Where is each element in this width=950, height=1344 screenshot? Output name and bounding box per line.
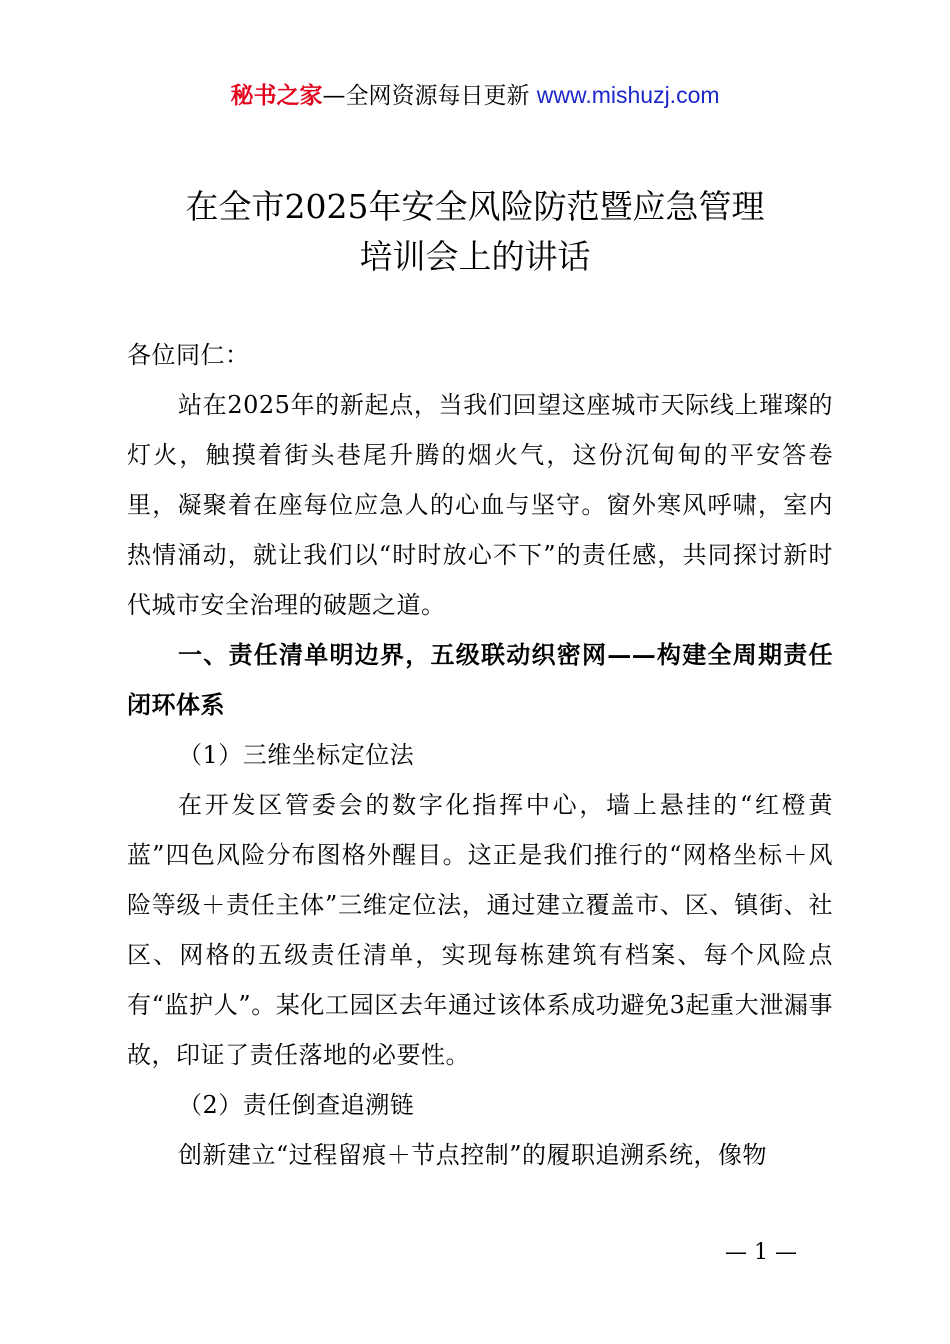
site-header bbox=[0, 78, 950, 113]
subsection-1-heading: （1）三维坐标定位法 bbox=[178, 741, 415, 769]
intro-paragraph: 站在2025年的新起点，当我们回望这座城市天际线上璀璨的灯火，触摸着街头巷尾升腾的烟火气，这份沉甸甸的平安答卷里，凝聚着在座每位应急人的心血与坚守。窗外寒风呼啸，室内热情涌动，就让我们以“时时放心不下”的责任感，共同探讨新时代城市安全治理的破题之道。 bbox=[127, 391, 833, 619]
salutation: 各位同仁： bbox=[127, 341, 250, 369]
subsection-2-heading: （2）责任倒查追溯链 bbox=[178, 1091, 415, 1119]
site-tagline: —全网资源每日更新 bbox=[322, 83, 537, 109]
site-brand: 秘书之家 bbox=[230, 83, 323, 109]
document-title-line-1: 在全市2025年安全风险防范暨应急管理 bbox=[185, 187, 765, 226]
section-1-heading: 一、责任清单明边界，五级联动织密网——构建全周期责任闭环体系 bbox=[127, 640, 833, 719]
subsection-2-paragraph: 创新建立“过程留痕＋节点控制”的履职追溯系统，像物 bbox=[178, 1141, 768, 1169]
site-url-link[interactable]: www.mishuzj.com bbox=[536, 82, 720, 108]
document-body bbox=[127, 330, 833, 1180]
document-title-line-2: 培训会上的讲话 bbox=[359, 237, 591, 276]
subsection-1-paragraph: 在开发区管委会的数字化指挥中心，墙上悬挂的“红橙黄蓝”四色风险分布图格外醒目。这正是我们推行的“网格坐标＋风险等级＋责任主体”三维定位法，通过建立覆盖市、区、镇街、社区、网格的五级责任清单，实现每栋建筑有档案、每个风险点有“监护人”。某化工园区去年通过该体系成功避免3起重大泄漏事故，印证了责任落地的必要性。 bbox=[127, 791, 833, 1069]
document-title bbox=[0, 182, 950, 282]
page-number: — 1 — bbox=[725, 1240, 797, 1265]
